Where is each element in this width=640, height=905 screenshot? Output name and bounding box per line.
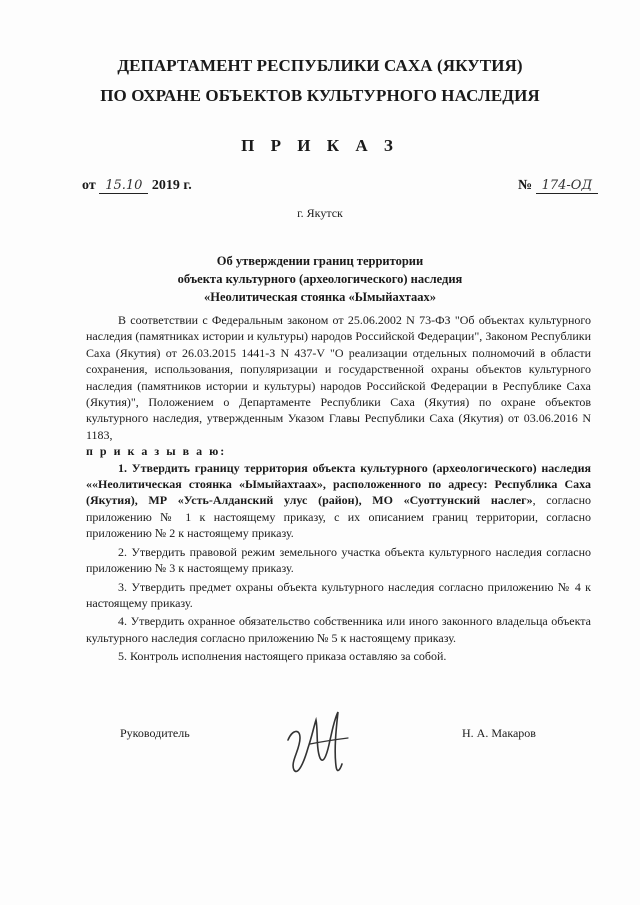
order-verb: п р и к а з ы в а ю:: [86, 444, 227, 459]
department-name-line2: ПО ОХРАНЕ ОБЪЕКТОВ КУЛЬТУРНОГО НАСЛЕДИЯ: [100, 86, 540, 105]
number-prefix: №: [518, 178, 533, 193]
order-title-line1: Об утверждении границ территории: [216, 254, 424, 268]
order-date: [82, 178, 192, 194]
order-item-2: 2. Утвердить правовой режим земельного участка объекта культурного наследия согласно приложению № 3 к настоящему приказу.: [86, 544, 591, 576]
order-item-1-normal: , согласно приложению № 1 к настоящему приказу, с их описанием границ территории, согласно приложению № 2 к настоящему приказу.: [86, 493, 592, 541]
city-label: г. Якутск: [297, 206, 343, 220]
date-year: 2019 г.: [151, 178, 192, 193]
order-title-line2: объекта культурного (археологического) наследия: [177, 272, 463, 286]
order-body: [86, 312, 591, 665]
handwritten-date: 15.10: [99, 178, 148, 194]
signatory-name: Н. А. Макаров: [462, 726, 536, 740]
order-title: [0, 252, 640, 306]
order-item-1: [86, 460, 591, 542]
preamble-paragraph: В соответствии с Федеральным законом от 25.06.2002 N 73-ФЗ "Об объектах культурного наследия (памятниках истории и культуры) народов Российской Федерации", Законом Республики Саха (Якутия) от 26.03.2015 1441-З N 437-V "О реализации отдельных полномочий в области сохранения, использования, популяризации и государственной охраны объектов культурного наследия (памятников истории и культуры) народов Российской Федерации в Республике Саха (Якутия)", Положением о Департаменте Республики Саха (Якутия) по охране объектов культурного наследия, утвержденным Указом Главы Республики Саха (Якутия) от 03.06.2016 N 1183,: [86, 313, 591, 442]
department-name-line1: ДЕПАРТАМЕНТ РЕСПУБЛИКИ САХА (ЯКУТИЯ): [117, 56, 523, 75]
order-number: [518, 178, 598, 194]
order-item-3: 3. Утвердить предмет охраны объекта культурного наследия согласно приложению № 4 к настоящему приказу.: [86, 579, 591, 610]
handwritten-number: 174-ОД: [536, 178, 598, 194]
handwritten-signature: [270, 700, 370, 780]
document-type-title: П Р И К А З: [241, 136, 399, 155]
order-title-line3: «Неолитическая стоянка «Ымыйахтаах»: [204, 290, 436, 304]
signatory-role: Руководитель: [120, 726, 190, 740]
order-item-1-bold: 1. Утвердить границу территория объекта культурного (археологического) наследия ««Неолитическая стоянка «Ымыйахтаах», расположенного по адресу: Республика Саха (Якутия), МР «Усть-Алданский улус (район), МО «Суоттунский наслег»: [86, 460, 591, 508]
order-item-5: 5. Контроль исполнения настоящего приказа оставляю за собой.: [118, 649, 447, 664]
date-prefix: от: [82, 178, 96, 193]
order-item-4: 4. Утвердить охранное обязательство собственника или иного законного владельца объекта культурного наследия согласно приложению № 5 к настоящему приказу.: [86, 614, 591, 645]
